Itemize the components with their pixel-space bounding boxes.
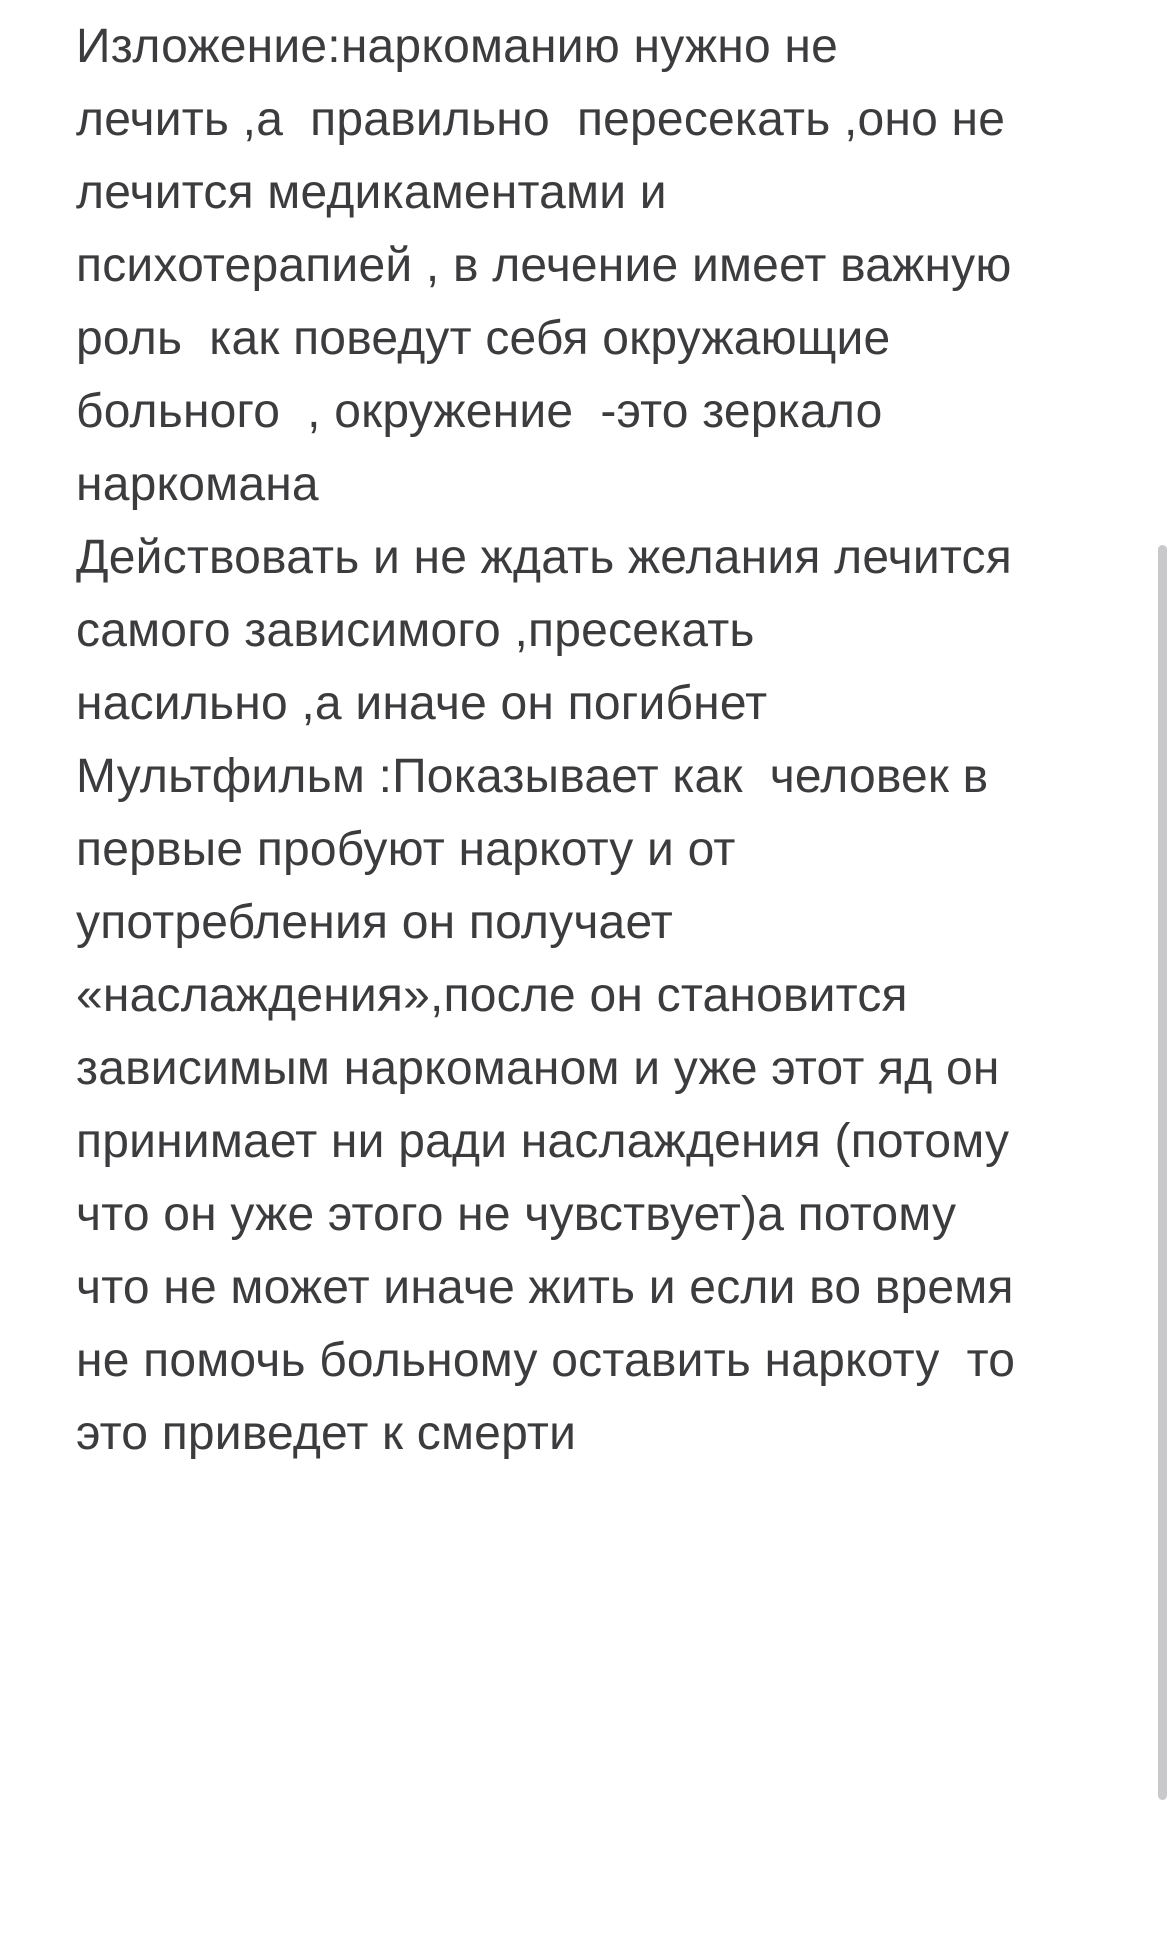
- note-line: больного , окружение -это зеркало: [76, 385, 883, 438]
- note-line: самого зависимого ,пресекать: [76, 604, 755, 657]
- note-line: употребления он получает: [76, 896, 673, 949]
- note-line: наркомана: [76, 458, 319, 511]
- note-text-body[interactable]: [76, 10, 1116, 1470]
- note-line: лечится медикаментами и: [76, 166, 667, 219]
- note-line: это приведет к смерти: [76, 1407, 577, 1460]
- note-line: что он уже этого не чувствует)а потому: [76, 1188, 957, 1241]
- note-line: лечить ,а правильно пересекать ,оно не: [76, 93, 1006, 146]
- note-line: не помочь больному оставить наркоту то: [76, 1334, 1016, 1387]
- note-line: что не может иначе жить и если во время: [76, 1261, 1014, 1314]
- note-line: Мультфильм :Показывает как человек в: [76, 750, 989, 803]
- note-line: первые пробуют наркоту и от: [76, 823, 736, 876]
- scrollbar-indicator[interactable]: [1158, 545, 1167, 1800]
- note-line: зависимым наркоманом и уже этот яд он: [76, 1042, 1000, 1095]
- note-line: роль как поведут себя окружающие: [76, 312, 891, 365]
- note-line: психотерапией , в лечение имеет важную: [76, 239, 1012, 292]
- note-line: «наслаждения»,после он становится: [76, 969, 908, 1022]
- note-line: Действовать и не ждать желания лечится: [76, 531, 1012, 584]
- note-line: Изложение:наркоманию нужно не: [76, 20, 839, 73]
- note-line: принимает ни ради наслаждения (потому: [76, 1115, 1010, 1168]
- note-line: насильно ,а иначе он погибнет: [76, 677, 768, 730]
